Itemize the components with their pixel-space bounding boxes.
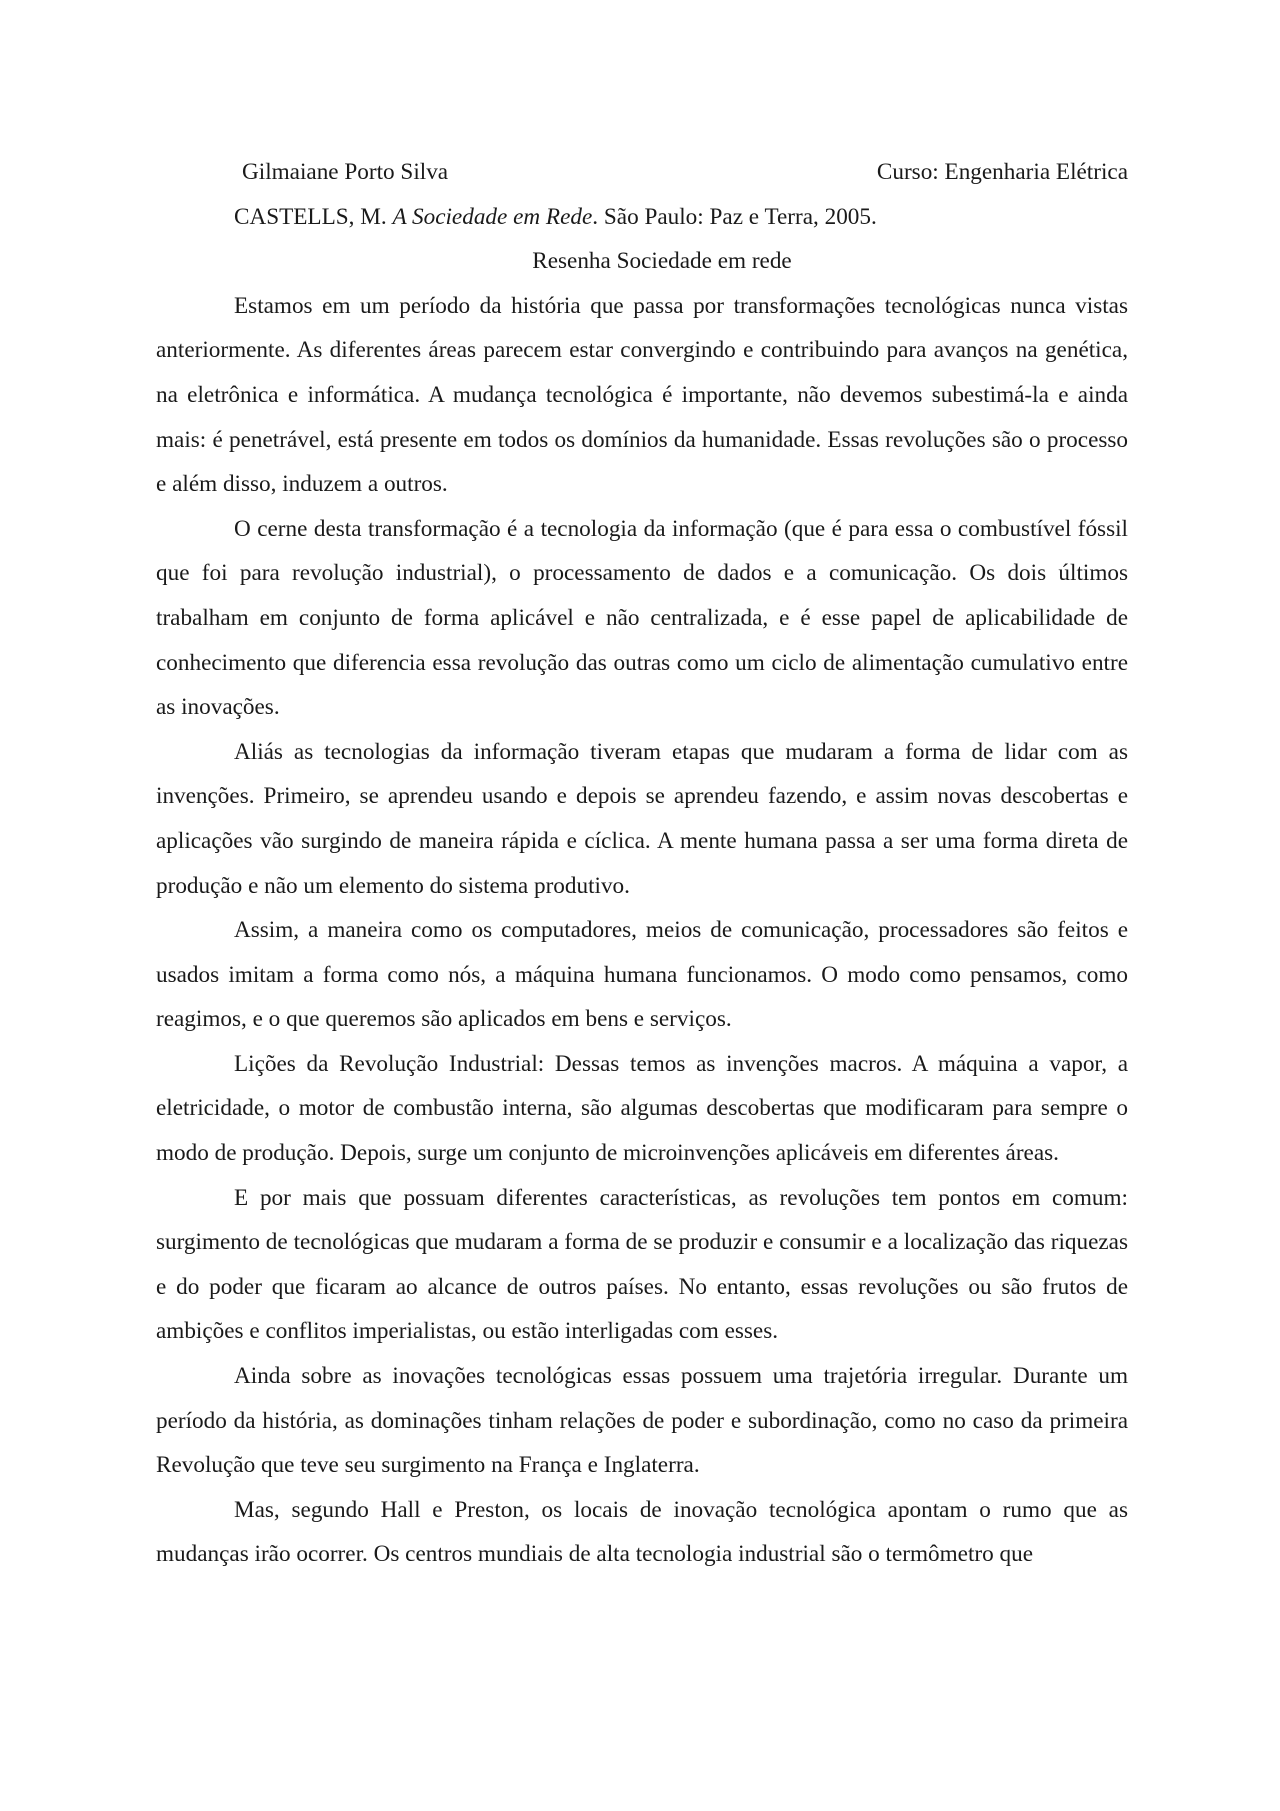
citation-book-title: A Sociedade em Rede: [392, 203, 593, 230]
paragraph: Lições da Revolução Industrial: Dessas temos as invenções macros. A máquina a vapor, a eletricidade, o motor de combustão interna, são algumas descobertas que modificaram para sempre o modo de produção. Depois, surge um conjunto de microinvenções aplicáveis em diferentes áreas.: [156, 1050, 1128, 1167]
paragraph: Assim, a maneira como os computadores, meios de comunicação, processadores são feitos e usados imitam a forma como nós, a máquina humana funcionamos. O modo como pensamos, como reagimos, e o que queremos são aplicados em bens e serviços.: [156, 917, 1128, 1033]
paragraph: E por mais que possuam diferentes características, as revoluções tem pontos em comum: surgimento de tecnológicas que mudaram a forma de se produzir e consumir e a localização das riquezas e do poder que ficaram ao alcance de outros países. No entanto, essas revoluções ou são frutos de ambições e conflitos imperialistas, ou estão interligadas com esses.: [156, 1184, 1128, 1345]
bibliographic-citation: [156, 195, 1128, 240]
document-title: Resenha Sociedade em rede: [532, 248, 792, 275]
course-name: Curso: Engenharia Elétrica: [876, 159, 1128, 185]
citation-publisher: . São Paulo: Paz e Terra, 2005.: [592, 203, 877, 230]
paragraph: Ainda sobre as inovações tecnológicas essas possuem uma trajetória irregular. Durante um período da história, as dominações tinham relações de poder e subordinação, como no caso da primeira Revolução que teve seu surgimento na França e Inglaterra.: [156, 1363, 1128, 1479]
author-name: Gilmaiane Porto Silva: [242, 159, 449, 185]
paragraph: Mas, segundo Hall e Preston, os locais de inovação tecnológica apontam o rumo que as mudanças irão ocorrer. Os centros mundiais de alta tecnologia industrial são o termômetro que: [156, 1496, 1128, 1568]
paragraph: O cerne desta transformação é a tecnologia da informação (que é para essa o combustível fóssil que foi para revolução industrial), o processamento de dados e a comunicação. Os dois últimos trabalham em conjunto de forma aplicável e não centralizada, e é esse papel de aplicabilidade de conhecimento que diferencia essa revolução das outras como um ciclo de alimentação cumulativo entre as inovações.: [156, 515, 1128, 721]
paragraph: Estamos em um período da história que passa por transformações tecnológicas nunca vistas anteriormente. As diferentes áreas parecem estar convergindo e contribuindo para avanços na genética, na eletrônica e informática. A mudança tecnológica é importante, não devemos subestimá-la e ainda mais: é penetrável, está presente em todos os domínios da humanidade. Essas revoluções são o processo e além disso, induzem a outros.: [156, 292, 1128, 498]
document-content: [156, 150, 1128, 1577]
paragraph: Aliás as tecnologias da informação tiveram etapas que mudaram a forma de lidar com as invenções. Primeiro, se aprendeu usando e depois se aprendeu fazendo, e assim novas descobertas e aplicações vão surgindo de maneira rápida e cíclica. A mente humana passa a ser uma forma direta de produção e não um elemento do sistema produtivo.: [156, 738, 1128, 899]
header-row: [156, 150, 1128, 195]
citation-author: CASTELLS, M.: [234, 203, 393, 230]
body-text: [156, 284, 1128, 1577]
